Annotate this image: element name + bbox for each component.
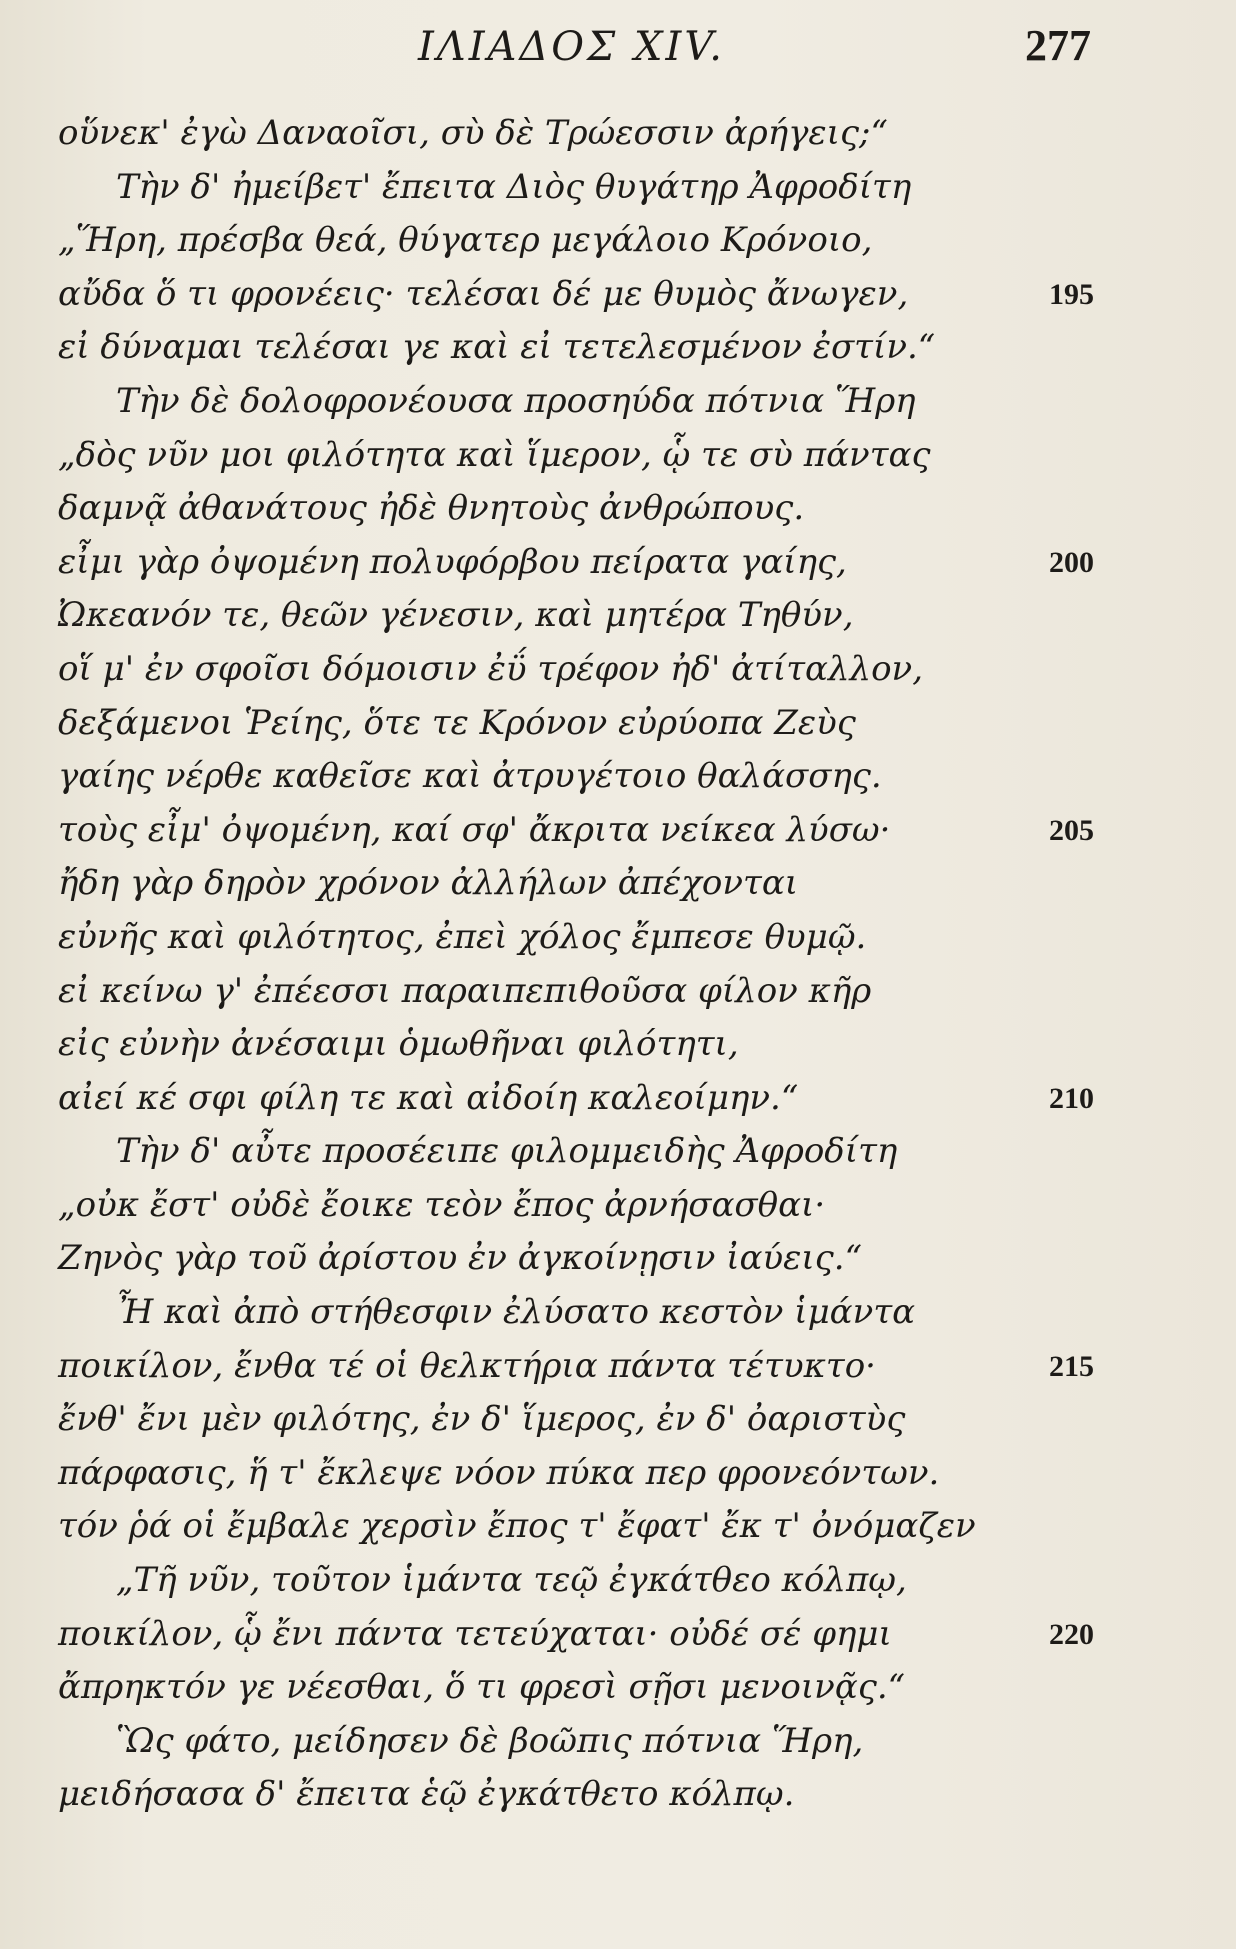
line-number: 195 bbox=[1049, 277, 1094, 311]
line-number: 205 bbox=[1049, 813, 1094, 847]
verse-line: Ζηνὸς γὰρ τοῦ ἀρίστου ἐν ἀγκοίνῃσιν ἰαύεις.“ bbox=[58, 1238, 862, 1279]
verse-line: δεξάμενοι Ῥείης, ὅτε τε Κρόνον εὐρύοπα Ζεὺς bbox=[58, 702, 856, 743]
verse-line: μειδήσασα δ' ἔπειτα ἑῷ ἐγκάτθετο κόλπῳ. bbox=[58, 1774, 795, 1815]
verse-line: ἄπρηκτόν γε νέεσθαι, ὅ τι φρεσὶ σῇσι μενοινᾷς.“ bbox=[58, 1667, 906, 1708]
verse-line: αἰεί κέ σφι φίλη τε καὶ αἰδοίη καλεοίμην.“ 210 bbox=[58, 1072, 1118, 1126]
page-number: 277 bbox=[1025, 21, 1091, 70]
verse-line: τοὺς εἶμ' ὀψομένη, καί σφ' ἄκριτα νείκεα λύσω· 205 bbox=[58, 804, 1118, 858]
line-number: 200 bbox=[1049, 545, 1094, 579]
verse-line: εἰς εὐνὴν ἀνέσαιμι ὁμωθῆναι φιλότητι, bbox=[58, 1024, 739, 1065]
verse-line: ποικίλον, ἔνθα τέ οἱ θελκτήρια πάντα τέτυκτο· 215 bbox=[58, 1340, 1118, 1394]
verse-line: Τὴν δ' ἠμείβετ' ἔπειτα Διὸς θυγάτηρ Ἀφροδίτη bbox=[116, 166, 912, 207]
verse-line: εἶμι γὰρ ὀψομένη πολυφόρβου πείρατα γαίης, 200 bbox=[58, 536, 1118, 590]
running-head bbox=[0, 18, 1236, 78]
verse-line: Ἦ καὶ ἀπὸ στήθεσφιν ἐλύσατο κεστὸν ἱμάντα bbox=[116, 1292, 916, 1333]
verse-line: „οὐκ ἔστ' οὐδὲ ἔοικε τεὸν ἔπος ἀρνήσασθαι· bbox=[58, 1184, 826, 1225]
verse-line: ἤδη γὰρ δηρὸν χρόνον ἀλλήλων ἀπέχονται bbox=[58, 863, 799, 904]
verse-line: εἰ κείνω γ' ἐπέεσσι παραιπεπιθοῦσα φίλον κῆρ bbox=[58, 970, 872, 1011]
verse-line: αὔδα ὅ τι φρονέεις· τελέσαι δέ με θυμὸς ἄνωγεν, 195 bbox=[58, 268, 1118, 322]
verse-line: Τὴν δὲ δολοφρονέουσα προσηύδα πότνια Ἥρη bbox=[116, 380, 916, 421]
line-number: 215 bbox=[1049, 1349, 1094, 1383]
verse-line: „Τῆ νῦν, τοῦτον ἱμάντα τεῷ ἐγκάτθεο κόλπῳ, bbox=[116, 1560, 907, 1601]
verse-line: ἔνθ' ἔνι μὲν φιλότης, ἐν δ' ἵμερος, ἐν δ' ὀαριστὺς bbox=[58, 1399, 906, 1440]
verse-line: Ὣς φάτο, μείδησεν δὲ βοῶπις πότνια Ἥρη, bbox=[116, 1720, 864, 1761]
line-number: 210 bbox=[1049, 1081, 1094, 1115]
verse-line: εἰ δύναμαι τελέσαι γε καὶ εἰ τετελεσμένον ἐστίν.“ bbox=[58, 327, 936, 368]
verse-line: δαμνᾷ ἀθανάτους ἠδὲ θνητοὺς ἀνθρώπους. bbox=[58, 488, 805, 529]
verse-line: τόν ῥά οἱ ἔμβαλε χερσὶν ἔπος τ' ἔφατ' ἔκ τ' ὀνόμαζεν bbox=[58, 1506, 976, 1547]
verse-line: γαίης νέρθε καθεῖσε καὶ ἀτρυγέτοιο θαλάσσης. bbox=[58, 756, 882, 797]
verse-line: „Ἥρη, πρέσβα θεά, θύγατερ μεγάλοιο Κρόνοιο, bbox=[58, 220, 873, 261]
verse-line: πάρφασις, ἥ τ' ἔκλεψε νόον πύκα περ φρονεόντων. bbox=[58, 1452, 940, 1493]
verse-line: εὐνῆς καὶ φιλότητος, ἐπεὶ χόλος ἔμπεσε θυμῷ. bbox=[58, 916, 867, 957]
verse-line: Τὴν δ' αὖτε προσέειπε φιλομμειδὴς Ἀφροδίτη bbox=[116, 1131, 898, 1172]
verse-line: ποικίλον, ᾧ ἔνι πάντα τετεύχαται· οὐδέ σέ φημι 220 bbox=[58, 1608, 1118, 1662]
verse-line: Ὠκεανόν τε, θεῶν γένεσιν, καὶ μητέρα Τηθύν, bbox=[58, 595, 854, 636]
verse-line: οἵ μ' ἐν σφοῖσι δόμοισιν ἐΰ τρέφον ἠδ' ἀτίταλλον, bbox=[58, 648, 924, 689]
line-number: 220 bbox=[1049, 1617, 1094, 1651]
book-title: ΙΛΙΑΔΟΣ XIV. bbox=[418, 24, 725, 70]
verse-block bbox=[58, 107, 1118, 1822]
verse-line: οὕνεκ' ἐγὼ Δαναοῖσι, σὺ δὲ Τρώεσσιν ἀρήγεις;“ bbox=[58, 113, 888, 153]
verse-line: „δὸς νῦν μοι φιλότητα καὶ ἵμερον, ᾧ τε σὺ πάντας bbox=[58, 434, 931, 475]
